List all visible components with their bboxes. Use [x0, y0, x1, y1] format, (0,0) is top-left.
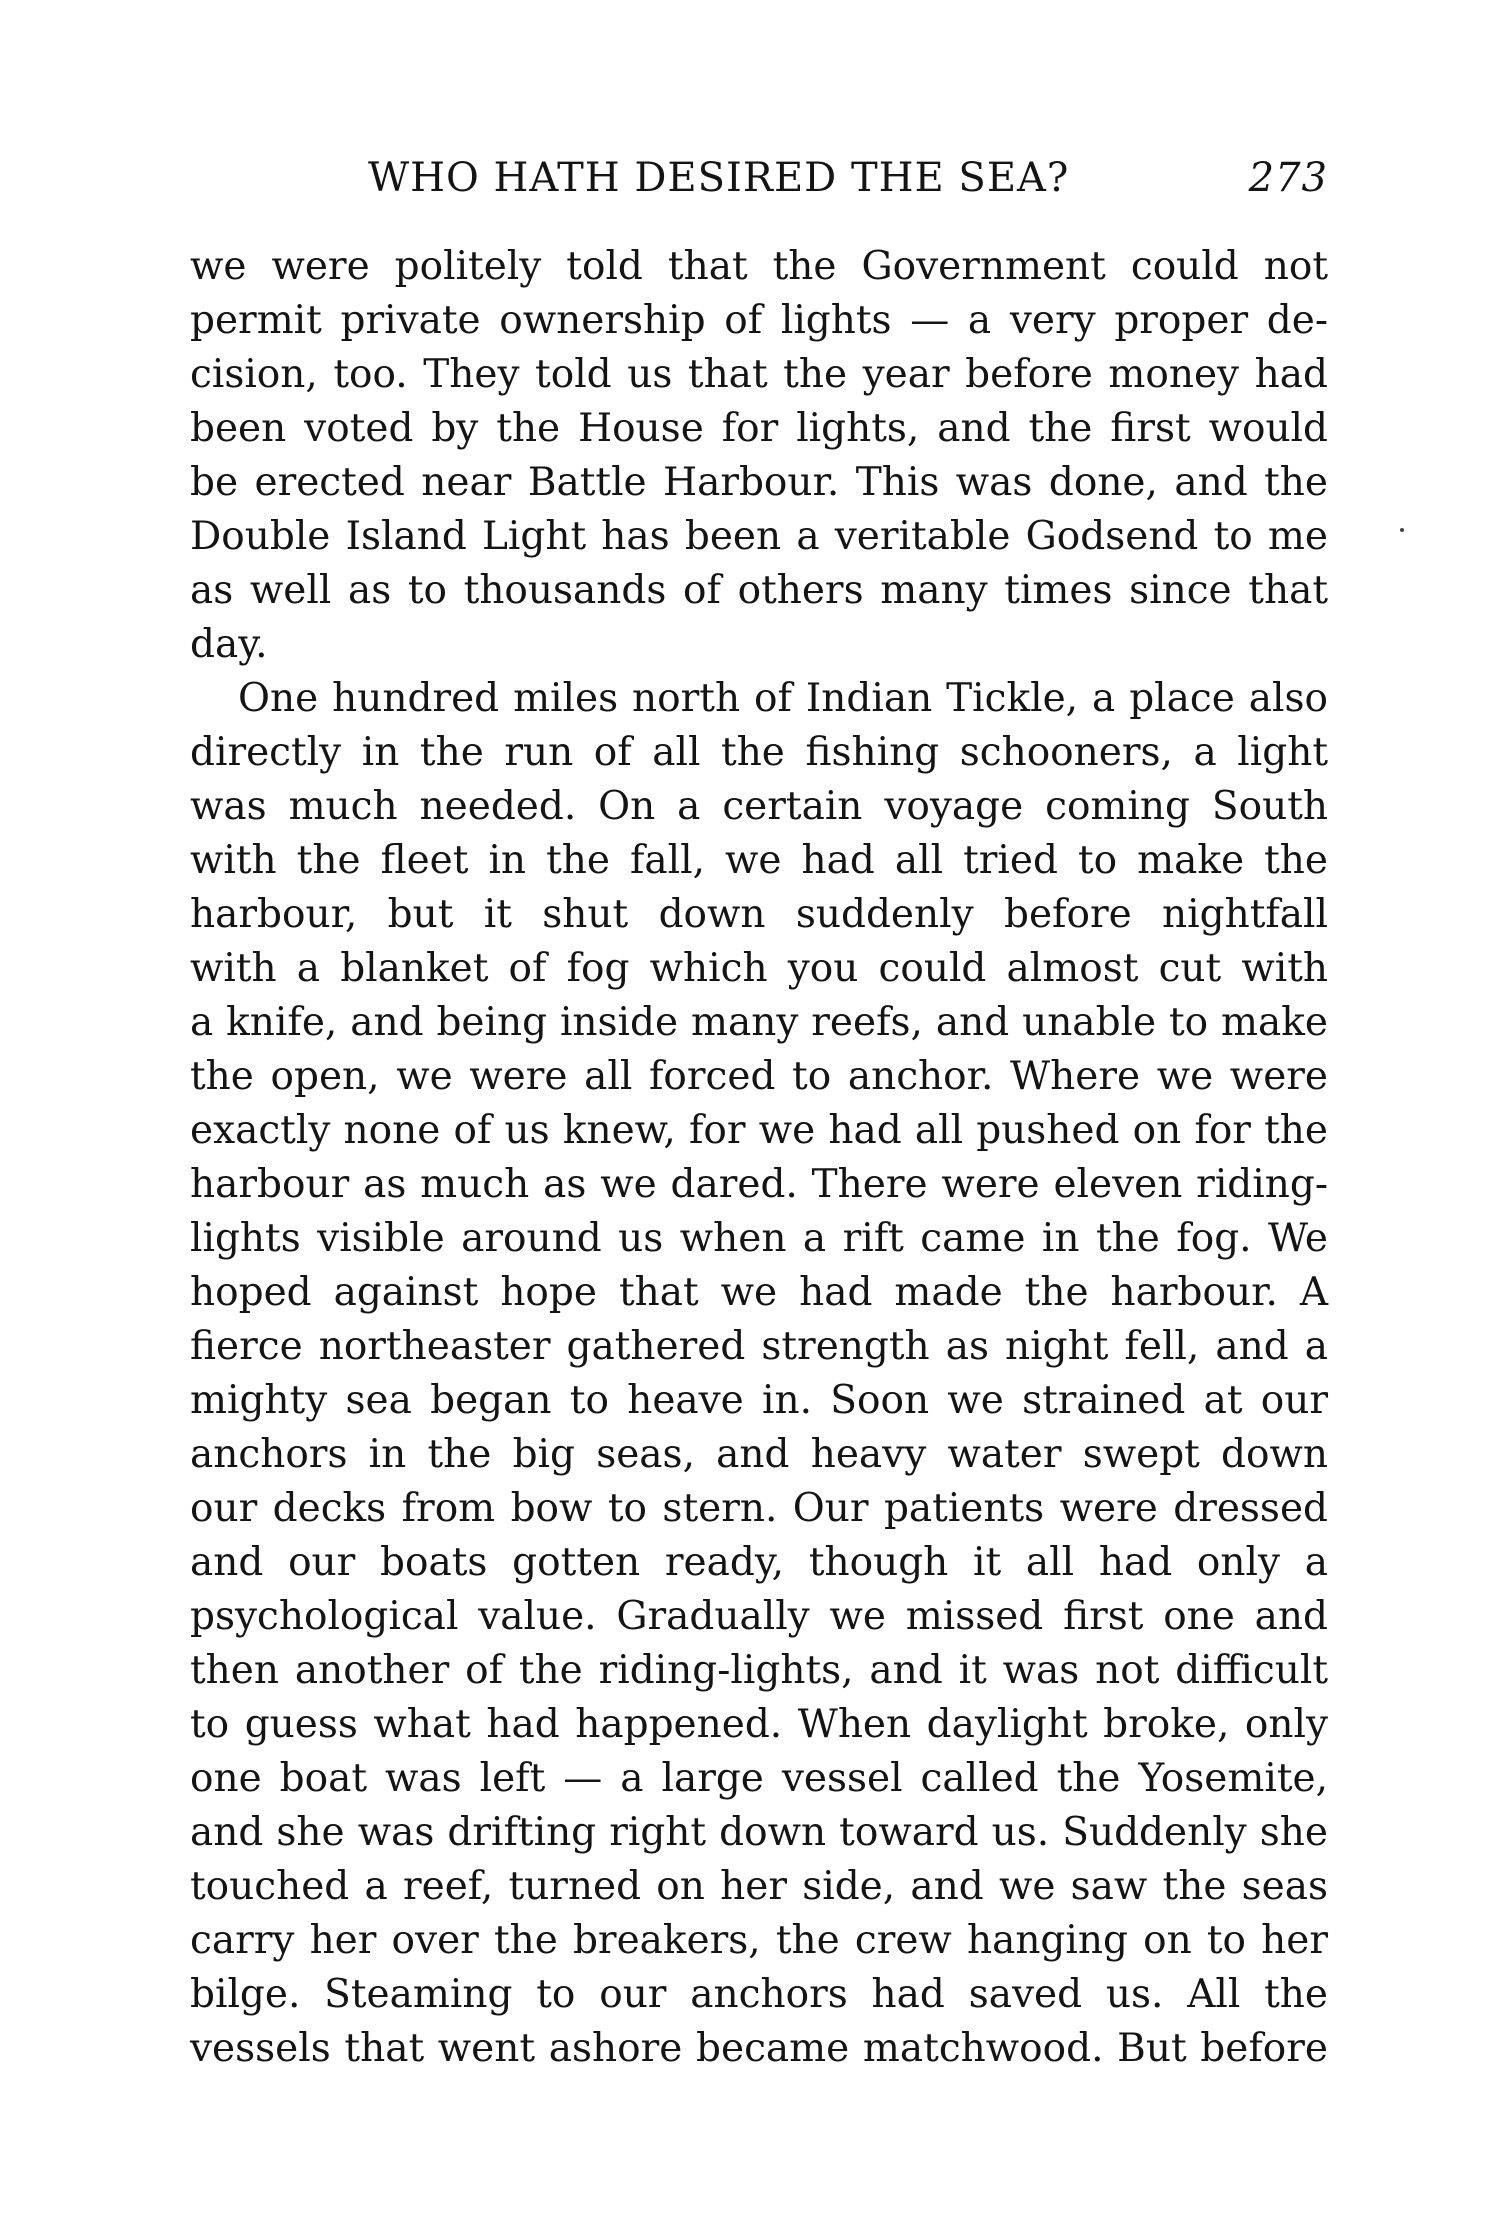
text-line: cision, too. They told us that the year before money had [190, 352, 1328, 397]
text-line: we were politely told that the Government could not [190, 244, 1328, 289]
text-line: with the fleet in the fall, we had all tried to make the [190, 838, 1328, 883]
text-line: our decks from bow to stern. Our patients were dressed [190, 1486, 1328, 1531]
text-line: psychological value. Gradually we missed first one and [190, 1594, 1328, 1639]
text-line: directly in the run of all the fishing schooners, a light [190, 730, 1328, 775]
text-line: then another of the riding-lights, and it was not difficult [190, 1648, 1328, 1693]
text-line: lights visible around us when a rift came in the fog. We [190, 1216, 1328, 1261]
text-line: vessels that went ashore became matchwood. But before [190, 2026, 1328, 2071]
body-text [190, 240, 1328, 2076]
text-line: with a blanket of fog which you could almost cut with [190, 946, 1328, 991]
paragraph-first-line: One hundred miles north of Indian Tickle, a place also [238, 676, 1328, 721]
text-line: was much needed. On a certain voyage coming South [190, 784, 1328, 829]
text-line: one boat was left — a large vessel called the Yosemite, [190, 1756, 1328, 1801]
text-line: mighty sea began to heave in. Soon we strained at our [190, 1378, 1328, 1423]
text-line: exactly none of us knew, for we had all pushed on for the [190, 1108, 1328, 1153]
text-line: and she was drifting right down toward us. Suddenly she [190, 1810, 1328, 1855]
text-line: anchors in the big seas, and heavy water swept down [190, 1432, 1328, 1477]
text-line: Double Island Light has been a veritable Godsend to me [190, 514, 1328, 559]
text-line: permit private ownership of lights — a very proper de- [190, 298, 1328, 343]
text-line: be erected near Battle Harbour. This was done, and the [190, 460, 1328, 505]
running-title: WHO HATH DESIRED THE SEA? [368, 155, 1070, 201]
running-head [368, 148, 1328, 208]
text-line: hoped against hope that we had made the harbour. A [190, 1270, 1328, 1315]
page-number: 273 [1248, 155, 1328, 201]
text-line: the open, we were all forced to anchor. Where we were [190, 1054, 1328, 1099]
text-line: and our boats gotten ready, though it all had only a [190, 1540, 1328, 1585]
text-line: as well as to thousands of others many times since that [190, 568, 1328, 613]
text-line: a knife, and being inside many reefs, and unable to make [190, 1000, 1328, 1045]
text-line: been voted by the House for lights, and the first would [190, 406, 1328, 451]
text-line: bilge. Steaming to our anchors had saved us. All the [190, 1972, 1328, 2017]
text-line: harbour as much as we dared. There were eleven riding- [190, 1162, 1328, 1207]
text-line: fierce northeaster gathered strength as night fell, and a [190, 1324, 1328, 1369]
text-line: to guess what had happened. When daylight broke, only [190, 1702, 1328, 1747]
text-line: touched a reef, turned on her side, and we saw the seas [190, 1864, 1328, 1909]
text-line: harbour, but it shut down suddenly before nightfall [190, 892, 1328, 937]
text-line: carry her over the breakers, the crew hanging on to her [190, 1918, 1328, 1963]
margin-mark [1400, 528, 1404, 532]
text-line: day. [190, 622, 268, 667]
